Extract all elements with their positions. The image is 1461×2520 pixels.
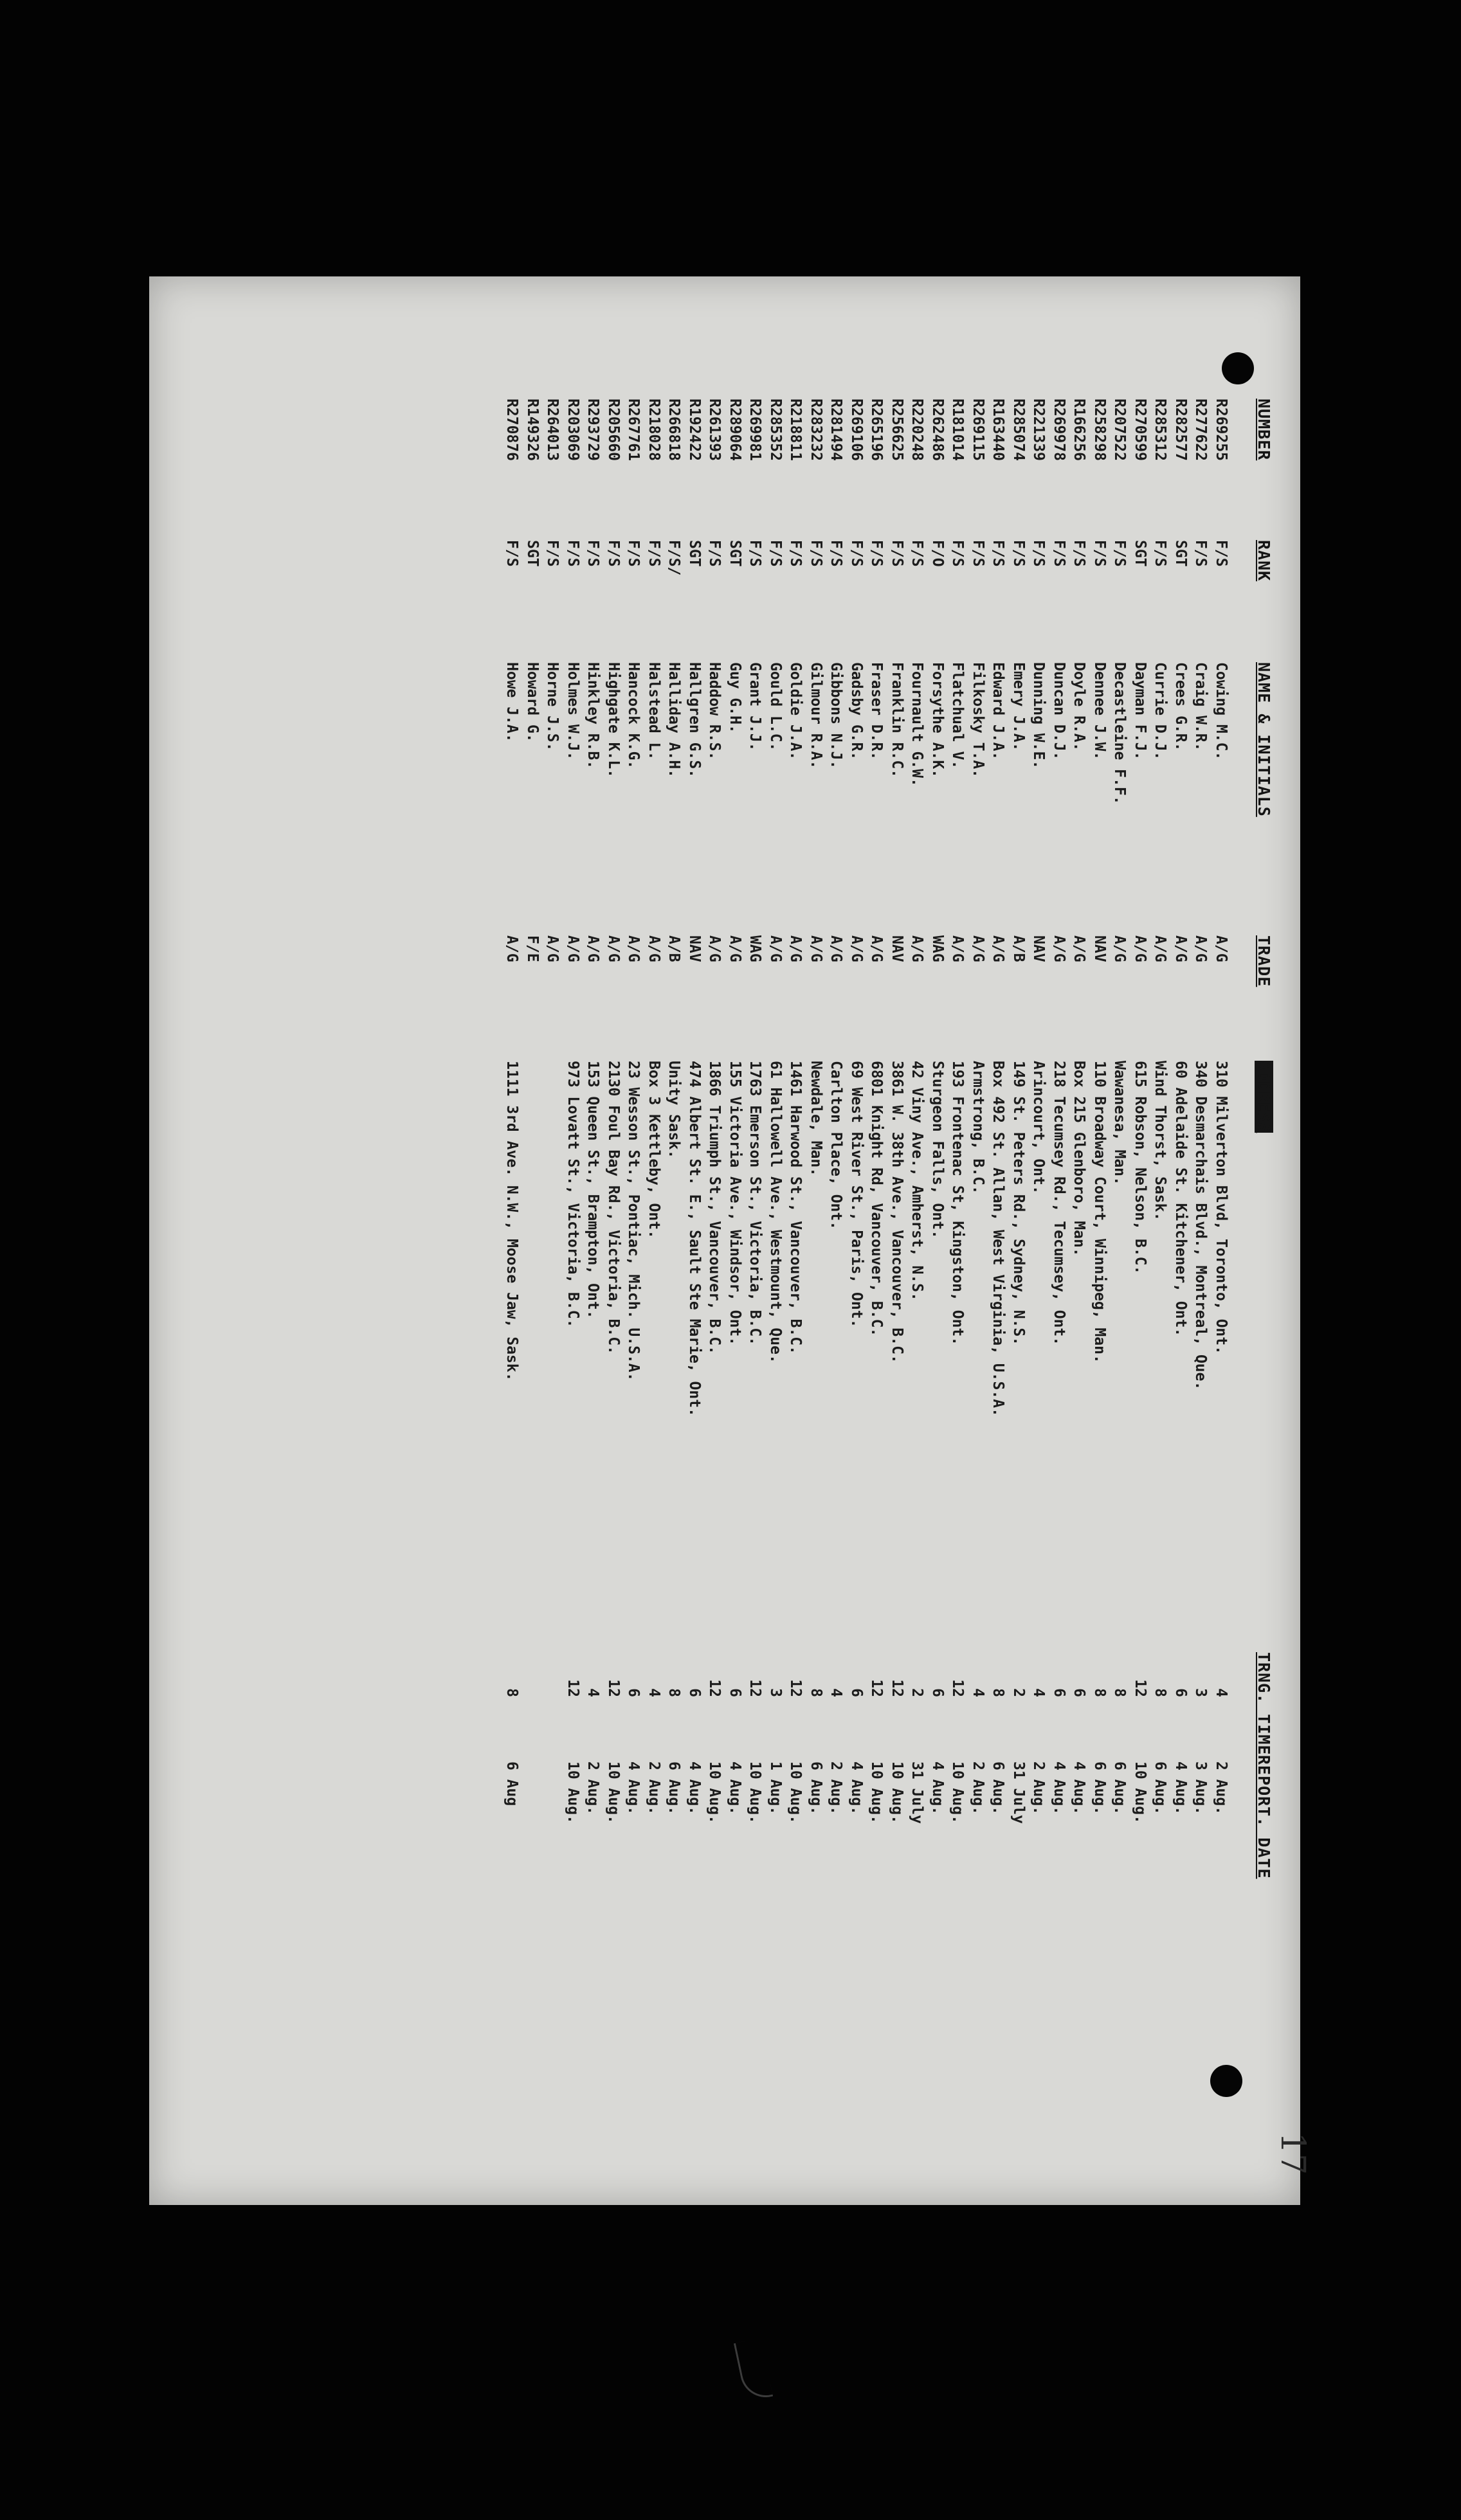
record-training-time: 4 xyxy=(1030,1688,1048,1697)
record-training-time: 4 xyxy=(646,1688,662,1697)
record-trade: A/G xyxy=(1152,935,1169,962)
record-name: Franklin R.C. xyxy=(889,662,905,779)
record-number: R269978 xyxy=(1051,399,1067,461)
record-report-date: 2 Aug. xyxy=(585,1761,602,1815)
record-address: 1111 3rd Ave. N.W., Moose Jaw, Sask. xyxy=(504,1061,521,1382)
record-address: 23 Wesson St., Pontiac, Mich. U.S.A. xyxy=(625,1061,642,1382)
record-training-time: 6 xyxy=(686,1688,703,1697)
record-training-time: 8 xyxy=(808,1688,824,1697)
table-row xyxy=(986,276,1007,2205)
record-number: R285074 xyxy=(1010,399,1027,461)
record-number: R270599 xyxy=(1132,399,1148,461)
record-training-time: 8 xyxy=(504,1688,521,1697)
record-trade: A/G xyxy=(949,935,966,962)
record-training-time: 3 xyxy=(1192,1688,1210,1697)
record-report-date: 4 Aug. xyxy=(686,1761,703,1815)
record-trade: A/G xyxy=(646,935,662,962)
record-rank: SGT xyxy=(524,540,541,567)
record-number: R289064 xyxy=(727,399,743,461)
record-trade: WAG xyxy=(929,935,946,962)
record-training-time: 12 xyxy=(605,1679,622,1697)
table-row xyxy=(1007,276,1028,2205)
table-row xyxy=(1108,276,1129,2205)
record-report-date: 2 Aug. xyxy=(1030,1761,1048,1815)
record-number: R149326 xyxy=(524,399,541,461)
table-row xyxy=(1148,276,1169,2205)
record-rank: F/S xyxy=(1071,540,1088,567)
record-trade: A/G xyxy=(990,935,1007,962)
record-name: Craig W.R. xyxy=(1192,662,1210,752)
header-training-time: TRNG. TIME xyxy=(1255,1652,1273,1756)
record-trade: A/G xyxy=(585,935,602,962)
record-report-date: 10 Aug. xyxy=(868,1761,885,1824)
table-row xyxy=(521,276,541,2205)
record-report-date: 6 Aug. xyxy=(666,1761,683,1815)
record-address: 218 Tecumsey Rd., Tecumsey, Ont. xyxy=(1051,1061,1067,1346)
table-row xyxy=(1088,276,1109,2205)
record-rank: F/S xyxy=(625,540,642,567)
record-report-date: 4 Aug. xyxy=(1172,1761,1189,1815)
record-trade: A/G xyxy=(787,935,804,962)
record-trade: A/G xyxy=(1111,935,1129,962)
record-name: Decastleine F.F. xyxy=(1111,662,1129,805)
record-rank: F/S xyxy=(1192,540,1210,567)
record-number: R277622 xyxy=(1192,399,1210,461)
table-row xyxy=(723,276,744,2205)
record-name: Edward J.A. xyxy=(990,662,1007,760)
record-number: R218811 xyxy=(787,399,804,461)
record-training-time: 8 xyxy=(990,1688,1007,1697)
record-name: Dayman F.J. xyxy=(1132,662,1148,760)
record-name: Dunning W.E. xyxy=(1030,662,1048,770)
record-name: Doyle R.A. xyxy=(1071,662,1088,752)
record-training-time: 6 xyxy=(1051,1688,1067,1697)
record-address: Wind Thorst, Sask. xyxy=(1152,1061,1169,1221)
table-row xyxy=(824,276,845,2205)
record-rank: F/S xyxy=(848,540,865,567)
table-row xyxy=(662,276,683,2205)
record-trade: A/G xyxy=(1132,935,1148,962)
record-rank: F/S xyxy=(544,540,561,567)
record-trade: A/G xyxy=(1213,935,1230,962)
record-address: 60 Adelaide St. Kitchener, Ont. xyxy=(1172,1061,1189,1337)
record-address: 615 Robson, Nelson, B.C. xyxy=(1132,1061,1148,1275)
record-training-time: 2 xyxy=(909,1688,926,1697)
record-training-time: 2 xyxy=(1010,1688,1027,1697)
record-address: Wawanesa, Man. xyxy=(1111,1061,1129,1185)
record-rank: F/S xyxy=(706,540,723,567)
page-number: 17 xyxy=(1273,2132,1312,2175)
record-report-date: 4 Aug. xyxy=(625,1761,642,1815)
table-row xyxy=(581,276,602,2205)
record-report-date: 4 Aug. xyxy=(1051,1761,1067,1815)
record-address: Newdale, Man. xyxy=(808,1061,824,1177)
record-number: R163440 xyxy=(990,399,1007,461)
record-name: Flatchual V. xyxy=(949,662,966,770)
record-rank: F/S xyxy=(828,540,845,567)
record-report-date: 31 July xyxy=(909,1761,926,1824)
record-number: R205660 xyxy=(605,399,622,461)
punch-hole-bottom xyxy=(1210,2065,1242,2097)
record-report-date: 10 Aug. xyxy=(889,1761,905,1824)
table-row xyxy=(1067,276,1088,2205)
record-report-date: 2 Aug. xyxy=(970,1761,986,1815)
record-name: Hinkley R.B. xyxy=(585,662,602,770)
record-number: R166256 xyxy=(1071,399,1088,461)
record-trade: A/B xyxy=(666,935,683,962)
record-trade: A/G xyxy=(727,935,743,962)
record-number: R192422 xyxy=(686,399,703,461)
record-rank: F/S/ xyxy=(666,540,683,576)
record-number: R269255 xyxy=(1213,399,1230,461)
header-rank: RANK xyxy=(1255,540,1273,582)
record-rank: F/S xyxy=(1213,540,1230,567)
record-number: R181014 xyxy=(949,399,966,461)
record-report-date: 6 Aug. xyxy=(1152,1761,1169,1815)
record-number: R269106 xyxy=(848,399,865,461)
record-address: Box 492 St. Allan, West Virginia, U.S.A. xyxy=(990,1061,1007,1417)
record-name: Halliday A.H. xyxy=(666,662,683,779)
record-trade: NAV xyxy=(686,935,703,962)
record-training-time: 12 xyxy=(787,1679,804,1697)
record-number: R267761 xyxy=(625,399,642,461)
punch-hole-top xyxy=(1222,352,1254,384)
table-row xyxy=(764,276,785,2205)
record-trade: A/G xyxy=(565,935,581,962)
table-row xyxy=(784,276,804,2205)
table-row xyxy=(905,276,926,2205)
record-number: R262486 xyxy=(929,399,946,461)
record-name: Fournault G.W. xyxy=(909,662,926,787)
record-rank: F/S xyxy=(504,540,521,567)
record-rank: F/S xyxy=(1030,540,1048,567)
record-training-time: 8 xyxy=(1152,1688,1169,1697)
record-training-time: 12 xyxy=(949,1679,966,1697)
record-address: 973 Lovatt St., Victoria, B.C. xyxy=(565,1061,581,1328)
record-number: R270876 xyxy=(504,399,521,461)
record-number: R269115 xyxy=(970,399,986,461)
record-number: R203069 xyxy=(565,399,581,461)
record-address: 1763 Emerson St., Victoria, B.C. xyxy=(747,1061,764,1346)
record-rank: F/S xyxy=(747,540,764,567)
record-number: R269981 xyxy=(747,399,764,461)
record-name: Grant J.J. xyxy=(747,662,764,752)
record-address: 340 Desmarchais Blvd., Montreal, Que. xyxy=(1192,1061,1210,1390)
record-address: 149 St. Peters Rd., Sydney, N.S. xyxy=(1010,1061,1027,1346)
record-address: Armstrong, B.C. xyxy=(970,1061,986,1194)
record-training-time: 6 xyxy=(727,1688,743,1697)
record-number: R220248 xyxy=(909,399,926,461)
record-training-time: 6 xyxy=(1172,1688,1189,1697)
record-name: Duncan D.J. xyxy=(1051,662,1067,760)
record-address: 110 Broadway Court, Winnipeg, Man. xyxy=(1091,1061,1108,1364)
record-training-time: 3 xyxy=(767,1688,784,1697)
record-training-time: 12 xyxy=(889,1679,905,1697)
record-trade: A/B xyxy=(1010,935,1027,962)
record-report-date: 6 Aug xyxy=(504,1761,521,1806)
record-rank: SGT xyxy=(727,540,743,567)
record-rank: F/S xyxy=(949,540,966,567)
table-row xyxy=(602,276,622,2205)
record-training-time: 4 xyxy=(585,1688,602,1697)
record-address: Box 3 Kettleby, Ont. xyxy=(646,1061,662,1239)
record-training-time: 12 xyxy=(868,1679,885,1697)
table-row xyxy=(683,276,703,2205)
record-trade: A/G xyxy=(828,935,845,962)
record-number: R221339 xyxy=(1030,399,1048,461)
record-trade: A/G xyxy=(808,935,824,962)
record-address: Unity Sask. xyxy=(666,1061,683,1159)
record-trade: A/G xyxy=(868,935,885,962)
record-number: R285312 xyxy=(1152,399,1169,461)
table-row xyxy=(561,276,582,2205)
record-name: Gould L.C. xyxy=(767,662,784,752)
record-training-time: 4 xyxy=(970,1688,986,1697)
record-report-date: 3 Aug. xyxy=(1192,1761,1210,1815)
header-name: NAME & INITIALS xyxy=(1255,662,1273,817)
record-name: Halstead L. xyxy=(646,662,662,760)
record-rank: F/S xyxy=(1010,540,1027,567)
record-address: 1461 Harwood St., Vancouver, B.C. xyxy=(787,1061,804,1354)
record-training-time: 6 xyxy=(848,1688,865,1697)
table-row xyxy=(1027,276,1048,2205)
record-rank: F/S xyxy=(605,540,622,567)
record-rank: F/S xyxy=(767,540,784,567)
record-trade: A/G xyxy=(848,935,865,962)
record-rank: F/S xyxy=(1111,540,1129,567)
record-rank: SGT xyxy=(1172,540,1189,567)
record-report-date: 6 Aug. xyxy=(1091,1761,1108,1815)
record-trade: A/G xyxy=(544,935,561,962)
record-name: Holmes W.J. xyxy=(565,662,581,760)
record-number: R293729 xyxy=(585,399,602,461)
record-training-time: 4 xyxy=(828,1688,845,1697)
record-name: Dennee J.W. xyxy=(1091,662,1108,760)
record-report-date: 10 Aug. xyxy=(747,1761,764,1824)
record-number: R256625 xyxy=(889,399,905,461)
table-row xyxy=(703,276,723,2205)
record-report-date: 2 Aug. xyxy=(646,1761,662,1815)
record-address: 310 Milverton Blvd, Toronto, Ont. xyxy=(1213,1061,1230,1354)
record-trade: A/G xyxy=(1172,935,1189,962)
record-trade: A/G xyxy=(767,935,784,962)
record-name: Hallgren G.S. xyxy=(686,662,703,779)
rotated-page xyxy=(149,276,1300,2205)
record-number: R281494 xyxy=(828,399,845,461)
record-trade: A/G xyxy=(970,935,986,962)
record-report-date: 10 Aug. xyxy=(605,1761,622,1824)
record-name: Filkosky T.A. xyxy=(970,662,986,779)
record-address: 3861 W. 38th Ave., Vancouver, B.C. xyxy=(889,1061,905,1364)
header-report-date: REPORT. DATE xyxy=(1255,1755,1273,1879)
table-row xyxy=(1048,276,1068,2205)
table-row xyxy=(1169,276,1190,2205)
record-name: Highgate K.L. xyxy=(605,662,622,779)
record-rank: SGT xyxy=(1132,540,1148,567)
record-rank: F/S xyxy=(646,540,662,567)
record-address: 1866 Triumph St., Vancouver, B.C. xyxy=(706,1061,723,1354)
record-report-date: 10 Aug. xyxy=(949,1761,966,1824)
record-report-date: 10 Aug. xyxy=(1132,1761,1148,1824)
record-name: Howe J.A. xyxy=(504,662,521,742)
record-address: Sturgeon Falls, Ont. xyxy=(929,1061,946,1239)
record-training-time: 12 xyxy=(706,1679,723,1697)
record-rank: F/S xyxy=(1051,540,1067,567)
table-row xyxy=(541,276,561,2205)
record-name: Haddow R.S. xyxy=(706,662,723,760)
table-row xyxy=(926,276,947,2205)
record-address: 2130 Foul Bay Rd., Victoria, B.C. xyxy=(605,1061,622,1354)
record-training-time: 8 xyxy=(1091,1688,1108,1697)
personnel-list xyxy=(500,276,1230,2205)
record-name: Goldie J.A. xyxy=(787,662,804,760)
record-name: Gibbons N.J. xyxy=(828,662,845,770)
record-report-date: 2 Aug. xyxy=(828,1761,845,1815)
record-training-time: 12 xyxy=(747,1679,764,1697)
record-training-time: 6 xyxy=(929,1688,946,1697)
record-report-date: 6 Aug. xyxy=(990,1761,1007,1815)
record-report-date: 10 Aug. xyxy=(787,1761,804,1824)
record-report-date: 4 Aug. xyxy=(848,1761,865,1815)
record-address: 6801 Knight Rd, Vancouver, B.C. xyxy=(868,1061,885,1337)
record-rank: F/S xyxy=(889,540,905,567)
record-rank: F/O xyxy=(929,540,946,567)
record-rank: F/S xyxy=(1152,540,1169,567)
record-report-date: 6 Aug. xyxy=(1111,1761,1129,1815)
record-address: 42 Viny Ave., Amherst, N.S. xyxy=(909,1061,926,1301)
record-name: Horne J.S. xyxy=(544,662,561,752)
record-rank: F/S xyxy=(990,540,1007,567)
table-row xyxy=(865,276,885,2205)
record-name: Howard G. xyxy=(524,662,541,742)
scratch-mark xyxy=(734,2338,773,2402)
table-row xyxy=(743,276,764,2205)
record-trade: NAV xyxy=(1091,935,1108,962)
record-name: Cowing M.C. xyxy=(1213,662,1230,760)
record-address: Carlton Place, Ont. xyxy=(828,1061,845,1230)
record-report-date: 4 Aug. xyxy=(1071,1761,1088,1815)
record-rank: F/S xyxy=(1091,540,1108,567)
header-address: ADDRESS xyxy=(1255,1061,1273,1133)
document-sheet xyxy=(149,276,1312,2205)
record-name: Crees G.R. xyxy=(1172,662,1189,752)
record-number: R265196 xyxy=(868,399,885,461)
record-name: Currie D.J. xyxy=(1152,662,1169,760)
record-rank: SGT xyxy=(686,540,703,567)
record-number: R283232 xyxy=(808,399,824,461)
record-training-time: 4 xyxy=(1213,1688,1230,1697)
record-rank: F/S xyxy=(909,540,926,567)
record-rank: F/S xyxy=(868,540,885,567)
record-name: Gilmour R.A. xyxy=(808,662,824,770)
record-report-date: 1 Aug. xyxy=(767,1761,784,1815)
record-training-time: 8 xyxy=(1111,1688,1129,1697)
record-name: Fraser D.R. xyxy=(868,662,885,760)
record-number: R266818 xyxy=(666,399,683,461)
record-number: R258298 xyxy=(1091,399,1108,461)
record-trade: A/G xyxy=(1051,935,1067,962)
record-report-date: 4 Aug. xyxy=(727,1761,743,1815)
record-trade: NAV xyxy=(889,935,905,962)
record-name: Guy G.H. xyxy=(727,662,743,734)
record-trade: NAV xyxy=(1030,935,1048,962)
table-row xyxy=(1189,276,1210,2205)
table-row xyxy=(500,276,521,2205)
table-row xyxy=(845,276,866,2205)
record-address: Box 215 Glenboro, Man. xyxy=(1071,1061,1088,1257)
record-address: 474 Albert St. E., Sault Ste Marie, Ont. xyxy=(686,1061,703,1417)
record-trade: A/G xyxy=(625,935,642,962)
record-report-date: 10 Aug. xyxy=(565,1761,581,1824)
record-report-date: 2 Aug. xyxy=(1213,1761,1230,1815)
record-name: Hancock K.G. xyxy=(625,662,642,770)
table-row xyxy=(885,276,906,2205)
record-address: 61 Hallowell Ave., Westmount, Que. xyxy=(767,1061,784,1364)
record-trade: WAG xyxy=(747,935,764,962)
header-trade: TRADE xyxy=(1255,935,1273,987)
record-rank: F/S xyxy=(565,540,581,567)
record-trade: A/G xyxy=(1192,935,1210,962)
record-name: Gadsby G.R. xyxy=(848,662,865,760)
record-report-date: 31 July xyxy=(1010,1761,1027,1824)
table-row xyxy=(622,276,642,2205)
record-trade: A/G xyxy=(605,935,622,962)
record-address: 193 Frontenac St, Kingston, Ont. xyxy=(949,1061,966,1346)
record-rank: F/S xyxy=(970,540,986,567)
table-row xyxy=(1129,276,1149,2205)
record-trade: F/E xyxy=(524,935,541,962)
record-name: Forsythe A.K. xyxy=(929,662,946,779)
record-address: 155 Victoria Ave., Windsor, Ont. xyxy=(727,1061,743,1346)
table-row xyxy=(966,276,987,2205)
table-row xyxy=(642,276,663,2205)
record-report-date: 4 Aug. xyxy=(929,1761,946,1815)
record-training-time: 6 xyxy=(625,1688,642,1697)
record-address: Arincourt, Ont. xyxy=(1030,1061,1048,1194)
record-rank: F/S xyxy=(585,540,602,567)
record-number: R261393 xyxy=(706,399,723,461)
record-number: R207522 xyxy=(1111,399,1129,461)
record-trade: A/G xyxy=(1071,935,1088,962)
record-report-date: 6 Aug. xyxy=(808,1761,824,1815)
record-training-time: 6 xyxy=(1071,1688,1088,1697)
table-row xyxy=(946,276,966,2205)
record-number: R282577 xyxy=(1172,399,1189,461)
record-trade: A/G xyxy=(909,935,926,962)
record-number: R285352 xyxy=(767,399,784,461)
record-report-date: 10 Aug. xyxy=(706,1761,723,1824)
record-number: R264013 xyxy=(544,399,561,461)
record-name: Emery J.A. xyxy=(1010,662,1027,752)
header-number: NUMBER xyxy=(1255,399,1273,461)
table-row xyxy=(1210,276,1230,2205)
record-training-time: 12 xyxy=(565,1679,581,1697)
record-rank: F/S xyxy=(808,540,824,567)
table-row xyxy=(804,276,825,2205)
record-training-time: 12 xyxy=(1132,1679,1148,1697)
record-number: R218028 xyxy=(646,399,662,461)
record-trade: A/G xyxy=(706,935,723,962)
record-training-time: 8 xyxy=(666,1688,683,1697)
record-trade: A/G xyxy=(504,935,521,962)
record-address: 69 West River St., Paris, Ont. xyxy=(848,1061,865,1328)
record-rank: F/S xyxy=(787,540,804,567)
record-address: 153 Queen St., Brampton, Ont. xyxy=(585,1061,602,1319)
